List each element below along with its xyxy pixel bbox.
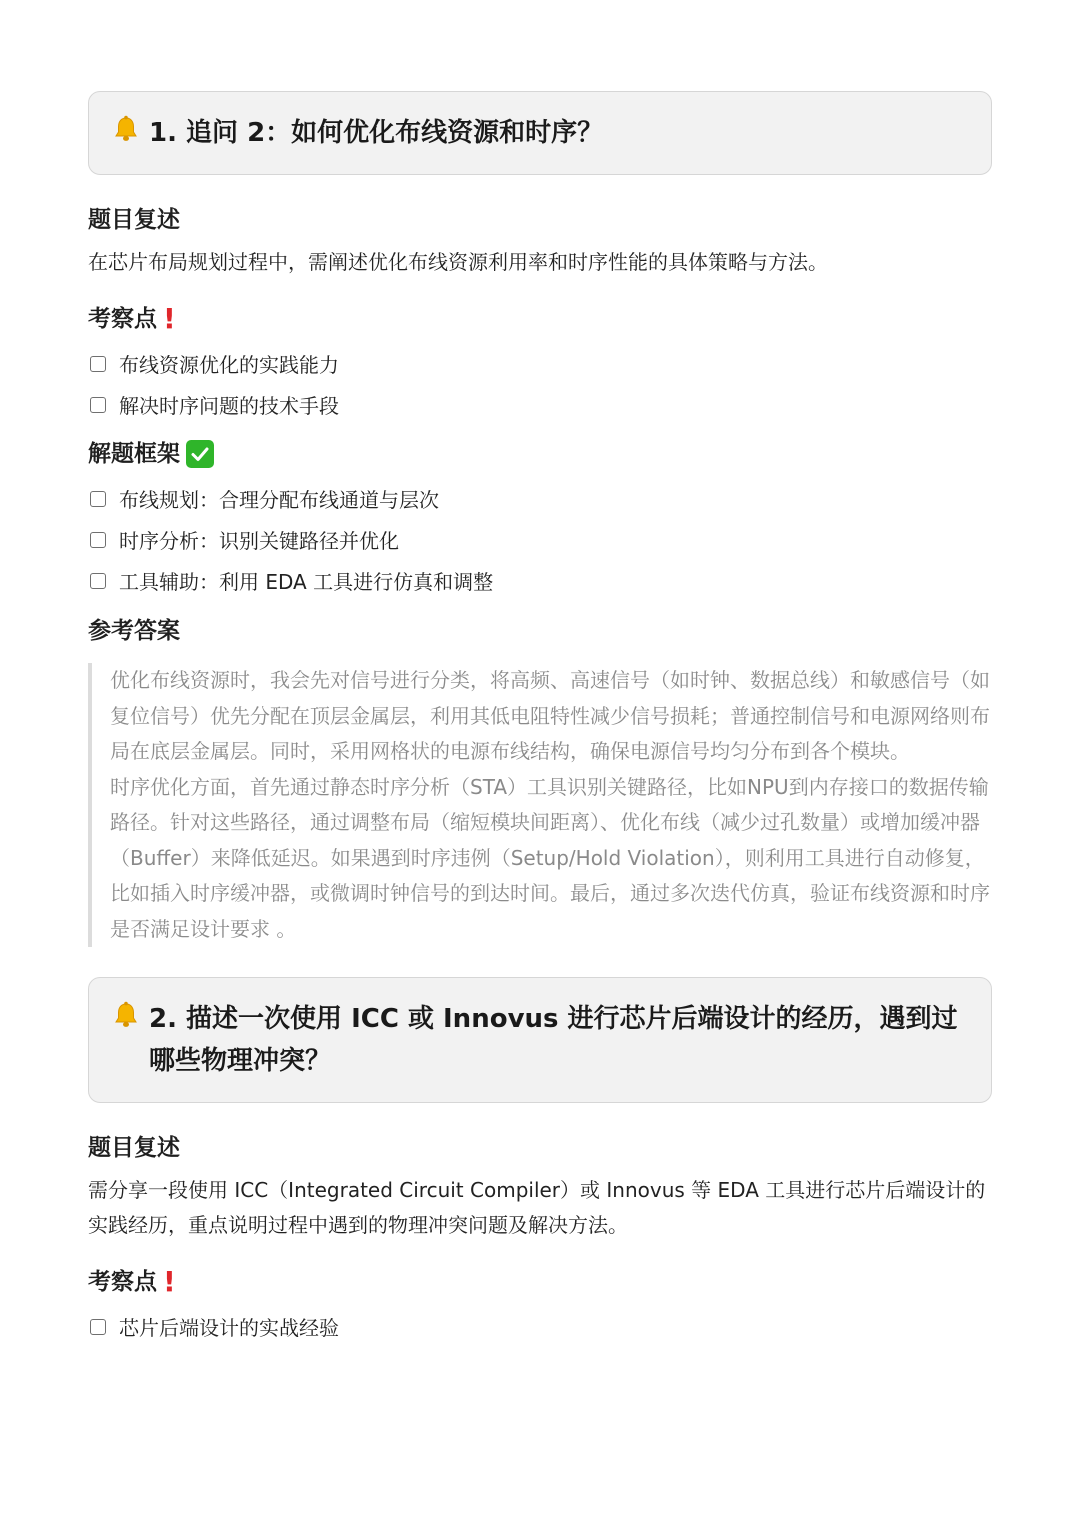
question-1-card xyxy=(88,91,992,175)
restate-heading-1: 题目复述 xyxy=(88,207,180,233)
framework-list-1 xyxy=(88,478,992,601)
checkbox-icon[interactable] xyxy=(90,573,106,589)
answer-heading-1: 参考答案 xyxy=(88,618,180,644)
list-item-label: 布线规划：合理分配布线通道与层次 xyxy=(119,488,439,512)
red-exclamation-icon: ! xyxy=(163,302,176,335)
list-item xyxy=(88,478,992,519)
list-item-label: 布线资源优化的实践能力 xyxy=(119,353,339,377)
list-item xyxy=(88,560,992,601)
document-page xyxy=(88,91,992,1347)
points-list-2 xyxy=(88,1306,992,1347)
list-item xyxy=(88,384,992,425)
list-item xyxy=(88,1306,992,1347)
answer-paragraph-2: 时序优化方面，首先通过静态时序分析（STA）工具识别关键路径，比如NPU到内存接口的数据传输路径。针对这些路径，通过调整布局（缩短模块间距离）、优化布线（减少过孔数量）或增加缓冲器（Buffer）来降低延迟。如果遇到时序违例（Setup/Hold Violation），则利用工具进行自动修复，比如插入时序缓冲器，或微调时钟信号的到达时间。最后，通过多次迭代仿真，验证布线资源和时序是否满足设计要求 。 xyxy=(110,774,990,941)
restate-text-2: 需分享一段使用 ICC（Integrated Circuit Compiler）或 Innovus 等 EDA 工具进行芯片后端设计的实践经历，重点说明过程中遇到的物理冲突问题及解决方法。 xyxy=(88,1178,986,1237)
list-item-label: 解决时序问题的技术手段 xyxy=(119,394,339,418)
checkbox-icon[interactable] xyxy=(90,491,106,507)
list-item xyxy=(88,343,992,384)
checkbox-icon[interactable] xyxy=(90,397,106,413)
question-2-title: 2. 描述一次使用 ICC 或 Innovus 进行芯片后端设计的经历，遇到过哪些物理冲突？ xyxy=(149,1004,958,1076)
list-item-label: 工具辅助：利用 EDA 工具进行仿真和调整 xyxy=(119,570,494,594)
checkbox-icon[interactable] xyxy=(90,1319,106,1335)
answer-blockquote-1 xyxy=(88,663,992,947)
question-1-title: 1. 追问 2：如何优化布线资源和时序？ xyxy=(149,118,604,148)
points-heading-1 xyxy=(88,302,992,336)
framework-heading-1-label: 解题框架 xyxy=(88,441,180,467)
red-exclamation-icon: ! xyxy=(163,1265,176,1298)
answer-paragraph-1: 优化布线资源时，我会先对信号进行分类，将高频、高速信号（如时钟、数据总线）和敏感信号（如复位信号）优先分配在顶层金属层，利用其低电阻特性减少信号损耗；普通控制信号和电源网络则布局在底层金属层。同时，采用网格状的电源布线结构，确保电源信号均匀分布到各个模块。 xyxy=(110,668,990,763)
framework-heading-1 xyxy=(88,437,992,471)
list-item-label: 时序分析：识别关键路径并优化 xyxy=(119,529,399,553)
points-heading-1-label: 考察点 xyxy=(88,306,157,332)
restate-text-1: 在芯片布局规划过程中，需阐述优化布线资源利用率和时序性能的具体策略与方法。 xyxy=(88,250,828,274)
question-2-card xyxy=(88,977,992,1103)
checkbox-icon[interactable] xyxy=(90,532,106,548)
bell-icon xyxy=(113,1001,139,1031)
restate-heading-2: 题目复述 xyxy=(88,1135,180,1161)
list-item xyxy=(88,519,992,560)
bell-icon xyxy=(113,115,139,145)
points-heading-2-label: 考察点 xyxy=(88,1269,157,1295)
green-check-icon xyxy=(186,440,214,468)
points-list-1 xyxy=(88,343,992,425)
checkbox-icon[interactable] xyxy=(90,356,106,372)
points-heading-2 xyxy=(88,1265,992,1299)
list-item-label: 芯片后端设计的实战经验 xyxy=(119,1316,339,1340)
